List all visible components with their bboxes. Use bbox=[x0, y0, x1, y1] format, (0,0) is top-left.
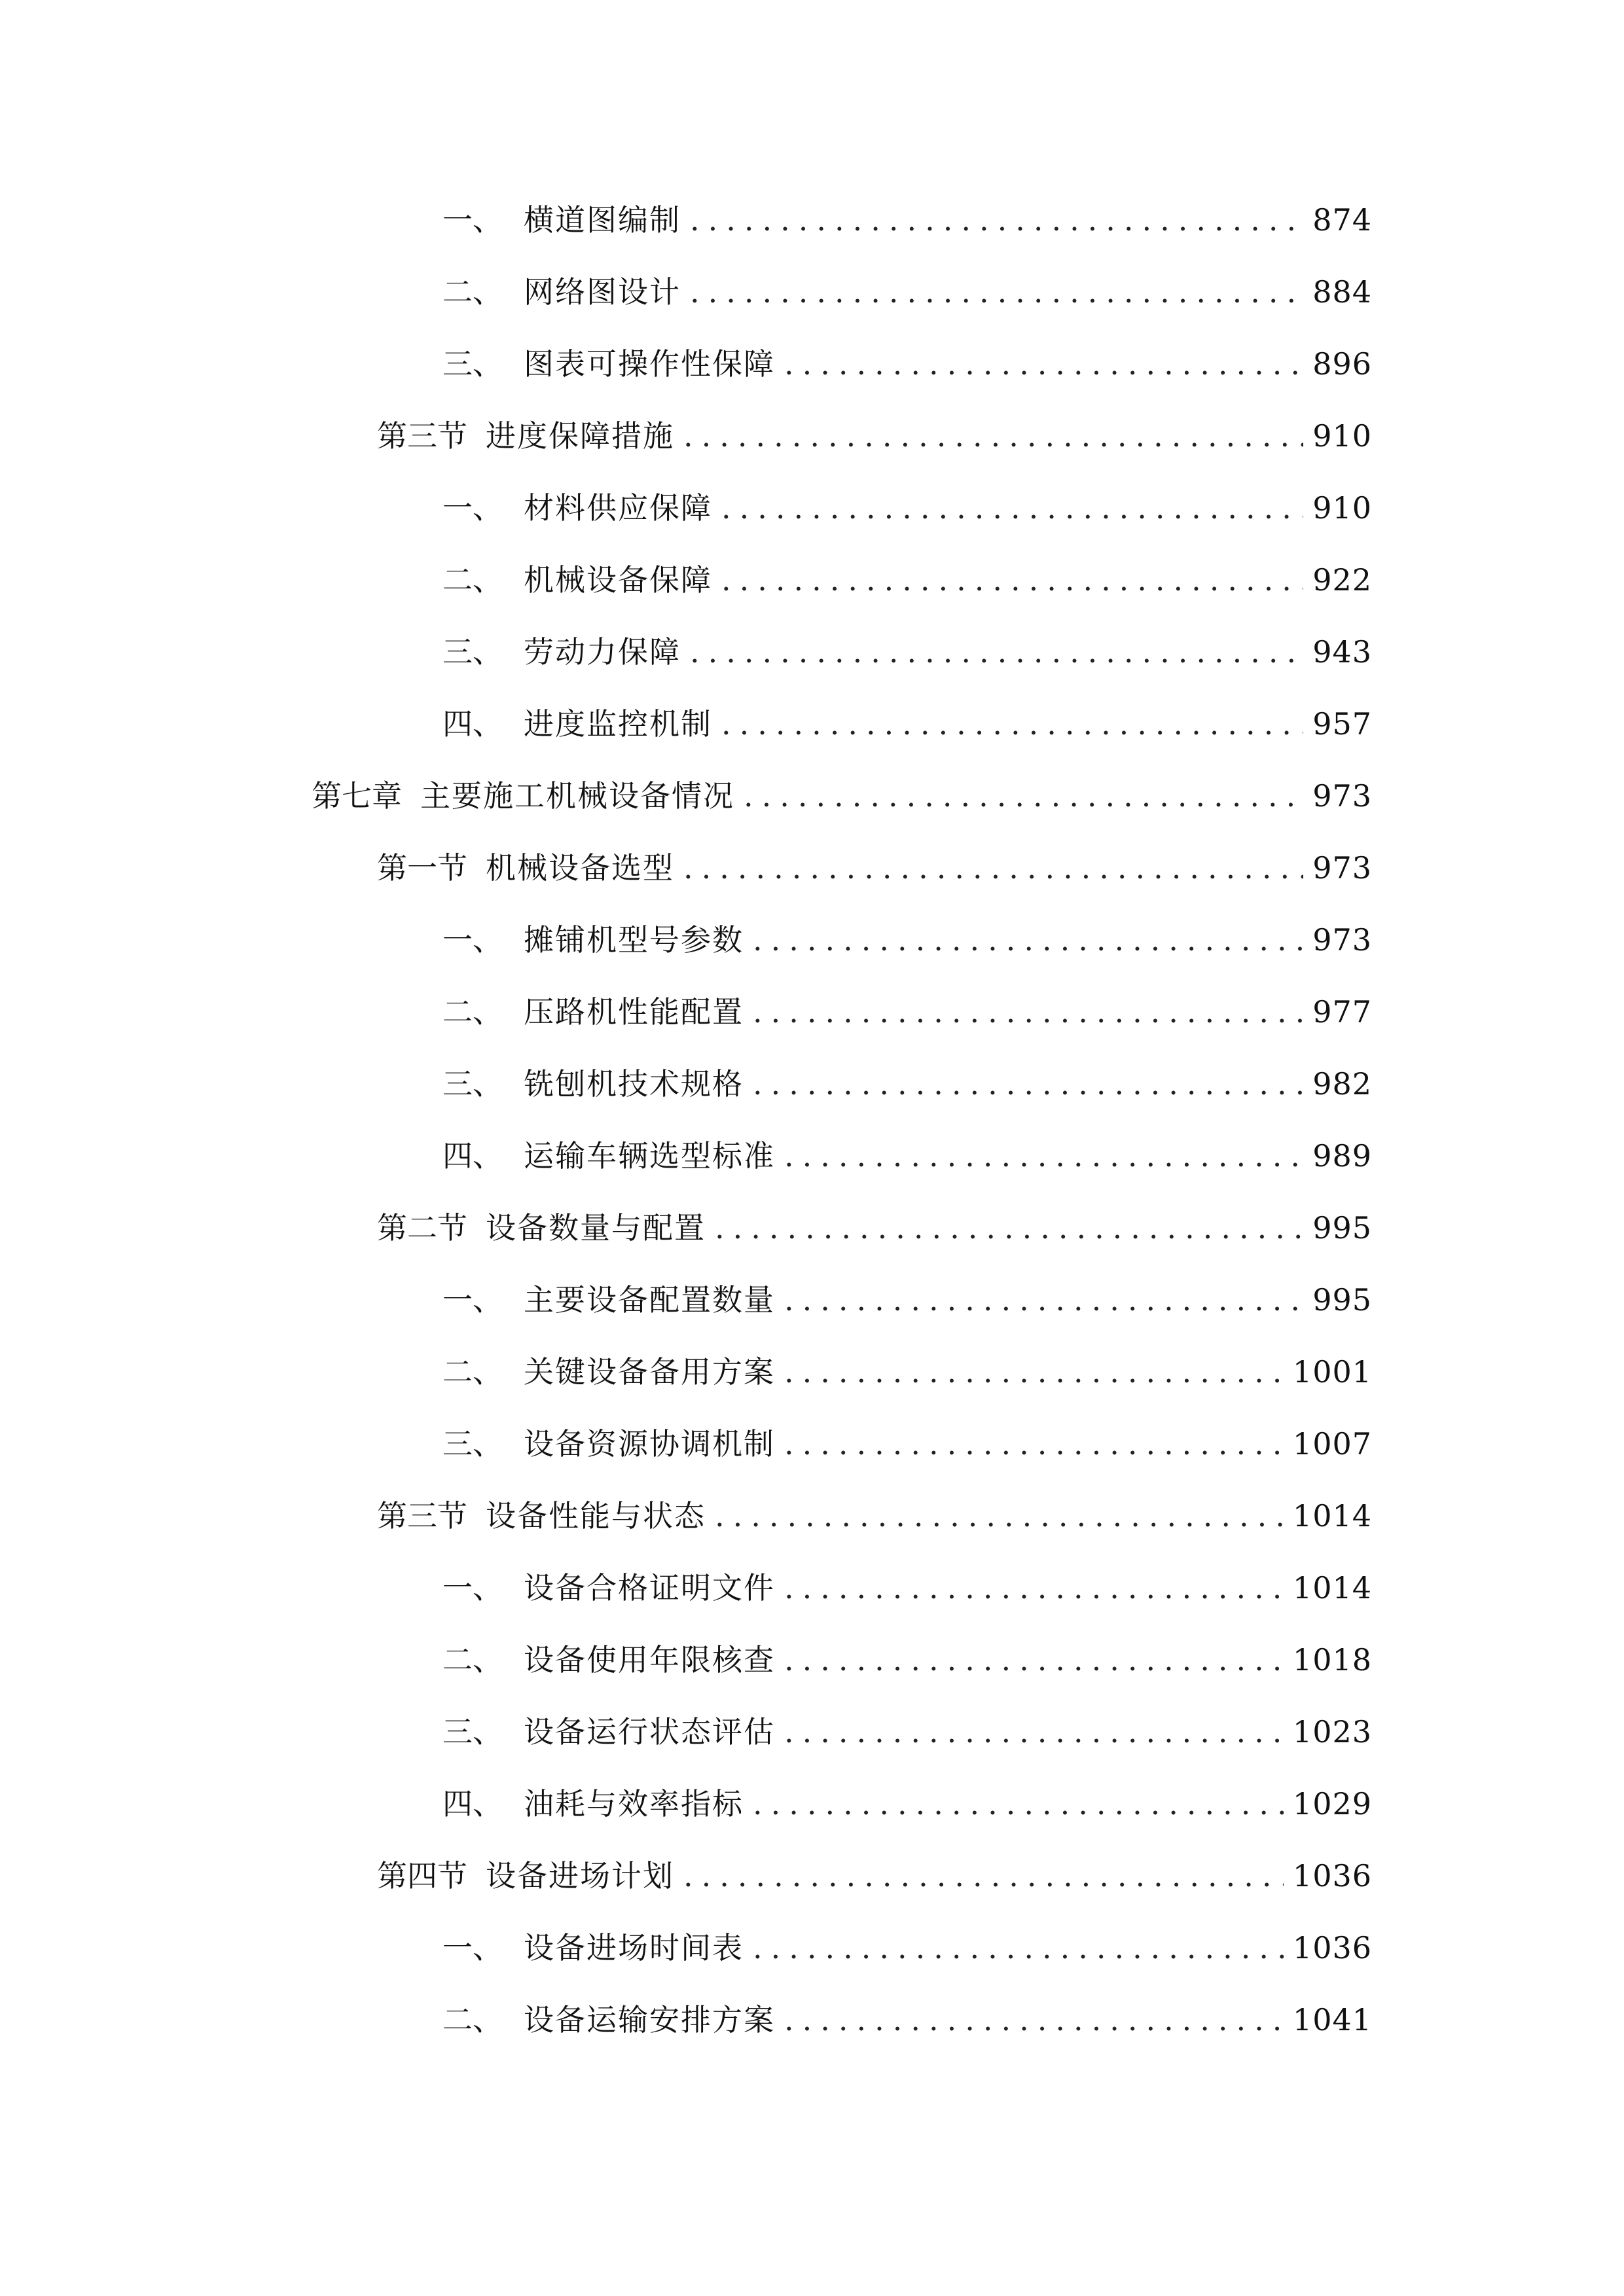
dot-leader bbox=[753, 914, 1303, 966]
entry-title: 主要施工机械设备情况 bbox=[420, 778, 734, 814]
dot-leader bbox=[753, 1778, 1284, 1830]
entry-page-number: 1036 bbox=[1292, 1858, 1372, 1893]
dot-leader bbox=[784, 338, 1303, 390]
dot-leader bbox=[753, 1058, 1303, 1110]
entry-title: 进度保障措施 bbox=[486, 418, 674, 454]
toc-entry[interactable] bbox=[442, 554, 1372, 606]
dot-leader bbox=[784, 1418, 1284, 1470]
dot-leader bbox=[721, 554, 1303, 606]
entry-page-number: 973 bbox=[1312, 922, 1372, 958]
entry-title: 进度监控机制 bbox=[524, 706, 712, 742]
entry-title: 图表可操作性保障 bbox=[524, 346, 775, 382]
entry-page-number: 977 bbox=[1312, 994, 1372, 1030]
toc-entry[interactable] bbox=[377, 842, 1372, 894]
toc-entry[interactable] bbox=[442, 1706, 1372, 1758]
entry-number: 三、 bbox=[442, 1426, 503, 1462]
toc-entry[interactable] bbox=[442, 1778, 1372, 1830]
entry-page-number: 884 bbox=[1312, 274, 1372, 310]
entry-title: 压路机性能配置 bbox=[524, 994, 744, 1030]
entry-page-number: 989 bbox=[1312, 1138, 1372, 1174]
toc-entry[interactable] bbox=[442, 626, 1372, 678]
entry-title: 设备资源协调机制 bbox=[524, 1426, 775, 1462]
entry-page-number: 896 bbox=[1312, 346, 1372, 382]
dot-leader bbox=[784, 1994, 1284, 2046]
entry-title: 运输车辆选型标准 bbox=[524, 1138, 775, 1174]
entry-page-number: 910 bbox=[1312, 490, 1372, 526]
toc-entry[interactable] bbox=[442, 1562, 1372, 1614]
entry-title: 主要设备配置数量 bbox=[524, 1282, 775, 1318]
dot-leader bbox=[690, 626, 1303, 678]
entry-number: 二、 bbox=[442, 1642, 503, 1677]
dot-leader bbox=[753, 986, 1303, 1038]
toc-entry[interactable] bbox=[377, 1850, 1372, 1902]
entry-title: 设备运行状态评估 bbox=[524, 1714, 775, 1749]
entry-page-number: 957 bbox=[1312, 706, 1372, 742]
entry-number: 二、 bbox=[442, 274, 503, 310]
entry-page-number: 1014 bbox=[1292, 1570, 1372, 1605]
entry-number: 一、 bbox=[442, 1930, 503, 1965]
dot-leader bbox=[721, 698, 1303, 750]
entry-title: 网络图设计 bbox=[524, 274, 681, 310]
dot-leader bbox=[690, 266, 1303, 318]
dot-leader bbox=[721, 482, 1303, 534]
entry-number: 一、 bbox=[442, 1282, 503, 1318]
entry-number: 四、 bbox=[442, 1786, 503, 1821]
dot-leader bbox=[753, 1922, 1284, 1974]
entry-number: 二、 bbox=[442, 562, 503, 598]
entry-number: 第四节 bbox=[377, 1858, 467, 1893]
toc-entry[interactable] bbox=[442, 1130, 1372, 1182]
entry-title: 机械设备选型 bbox=[486, 850, 674, 886]
entry-page-number: 874 bbox=[1312, 202, 1372, 238]
entry-title: 关键设备备用方案 bbox=[524, 1354, 775, 1390]
dot-leader bbox=[784, 1706, 1284, 1758]
dot-leader bbox=[683, 410, 1303, 462]
toc-entry[interactable] bbox=[442, 1634, 1372, 1686]
entry-number: 一、 bbox=[442, 490, 503, 526]
entry-page-number: 1036 bbox=[1292, 1930, 1372, 1965]
entry-page-number: 995 bbox=[1312, 1282, 1372, 1318]
toc-entry[interactable] bbox=[312, 770, 1372, 822]
dot-leader bbox=[784, 1130, 1303, 1182]
entry-number: 第七章 bbox=[312, 778, 402, 814]
entry-title: 设备进场时间表 bbox=[524, 1930, 744, 1965]
entry-number: 第二节 bbox=[377, 1210, 467, 1246]
entry-number: 二、 bbox=[442, 994, 503, 1030]
entry-title: 设备数量与配置 bbox=[486, 1210, 706, 1246]
entry-number: 第三节 bbox=[377, 418, 467, 454]
entry-page-number: 1014 bbox=[1292, 1498, 1372, 1534]
entry-number: 一、 bbox=[442, 1570, 503, 1605]
entry-page-number: 973 bbox=[1312, 850, 1372, 886]
entry-page-number: 910 bbox=[1312, 418, 1372, 454]
toc-entry[interactable] bbox=[442, 266, 1372, 318]
entry-page-number: 982 bbox=[1312, 1066, 1372, 1102]
dot-leader bbox=[690, 194, 1303, 246]
entry-number: 四、 bbox=[442, 706, 503, 742]
entry-number: 三、 bbox=[442, 1714, 503, 1749]
entry-number: 一、 bbox=[442, 922, 503, 958]
entry-number: 第三节 bbox=[377, 1498, 467, 1534]
toc-entry[interactable] bbox=[442, 1274, 1372, 1326]
toc-entry[interactable] bbox=[442, 1922, 1372, 1974]
entry-number: 四、 bbox=[442, 1138, 503, 1174]
dot-leader bbox=[683, 842, 1303, 894]
entry-title: 设备运输安排方案 bbox=[524, 2002, 775, 2037]
entry-page-number: 1018 bbox=[1292, 1642, 1372, 1677]
dot-leader bbox=[784, 1346, 1284, 1398]
toc-entry[interactable] bbox=[442, 986, 1372, 1038]
entry-title: 材料供应保障 bbox=[524, 490, 712, 526]
dot-leader bbox=[744, 770, 1303, 822]
entry-title: 铣刨机技术规格 bbox=[524, 1066, 744, 1102]
entry-number: 三、 bbox=[442, 1066, 503, 1102]
entry-page-number: 1007 bbox=[1292, 1426, 1372, 1462]
entry-title: 横道图编制 bbox=[524, 202, 681, 238]
entry-page-number: 1029 bbox=[1292, 1786, 1372, 1821]
entry-number: 二、 bbox=[442, 1354, 503, 1390]
entry-page-number: 1001 bbox=[1292, 1354, 1372, 1390]
entry-number: 二、 bbox=[442, 2002, 503, 2037]
dot-leader bbox=[715, 1202, 1303, 1254]
toc-entry[interactable] bbox=[442, 914, 1372, 966]
entry-title: 设备性能与状态 bbox=[486, 1498, 706, 1534]
dot-leader bbox=[784, 1562, 1284, 1614]
entry-page-number: 1023 bbox=[1292, 1714, 1372, 1749]
toc-entry[interactable] bbox=[442, 482, 1372, 534]
entry-title: 油耗与效率指标 bbox=[524, 1786, 744, 1821]
entry-number: 一、 bbox=[442, 202, 503, 238]
entry-page-number: 995 bbox=[1312, 1210, 1372, 1246]
dot-leader bbox=[784, 1634, 1284, 1686]
toc-entry[interactable] bbox=[442, 194, 1372, 246]
entry-title: 劳动力保障 bbox=[524, 634, 681, 670]
dot-leader bbox=[784, 1274, 1303, 1326]
dot-leader bbox=[683, 1850, 1284, 1902]
entry-title: 设备合格证明文件 bbox=[524, 1570, 775, 1605]
entry-title: 设备进场计划 bbox=[486, 1858, 674, 1893]
entry-title: 摊铺机型号参数 bbox=[524, 922, 744, 958]
toc-entry[interactable] bbox=[442, 338, 1372, 390]
toc-entry[interactable] bbox=[442, 1418, 1372, 1470]
entry-page-number: 943 bbox=[1312, 634, 1372, 670]
entry-page-number: 973 bbox=[1312, 778, 1372, 814]
toc-entry[interactable] bbox=[442, 1994, 1372, 2046]
toc-entry[interactable] bbox=[442, 1058, 1372, 1110]
toc-entry[interactable] bbox=[377, 410, 1372, 462]
dot-leader bbox=[715, 1490, 1284, 1542]
toc-entry[interactable] bbox=[377, 1202, 1372, 1254]
entry-number: 第一节 bbox=[377, 850, 467, 886]
entry-number: 三、 bbox=[442, 634, 503, 670]
toc-entry[interactable] bbox=[377, 1490, 1372, 1542]
entry-page-number: 922 bbox=[1312, 562, 1372, 598]
entry-number: 三、 bbox=[442, 346, 503, 382]
entry-page-number: 1041 bbox=[1292, 2002, 1372, 2037]
entry-title: 机械设备保障 bbox=[524, 562, 712, 598]
toc-entry[interactable] bbox=[442, 698, 1372, 750]
toc-entry[interactable] bbox=[442, 1346, 1372, 1398]
entry-title: 设备使用年限核查 bbox=[524, 1642, 775, 1677]
